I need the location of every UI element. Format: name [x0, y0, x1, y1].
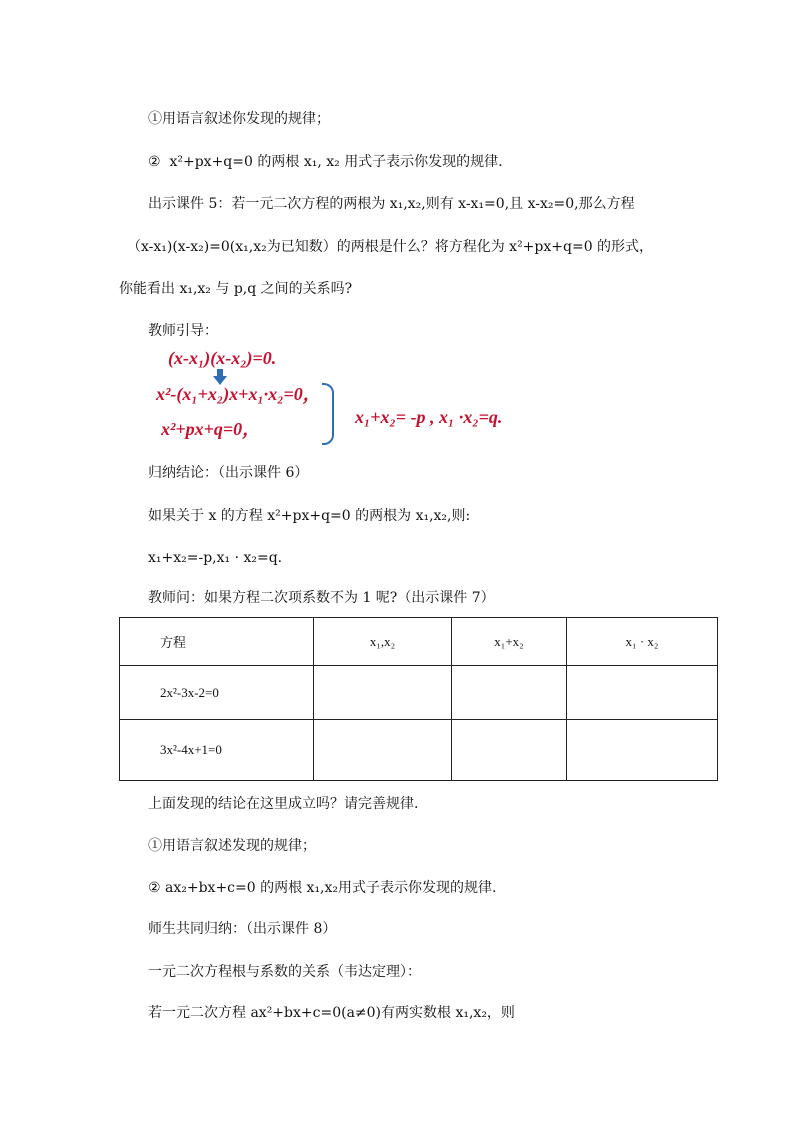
derivation-line-2: x²-(x₁+x₂)x+x₁·x₂=0，	[156, 384, 321, 404]
table-cell	[314, 666, 452, 720]
text-suffix: 用式子表示你发现的规律.	[344, 154, 503, 170]
table-header-row	[120, 618, 718, 666]
paragraph-2	[148, 153, 503, 171]
table-cell	[314, 720, 452, 781]
table-cell	[567, 720, 718, 781]
paragraph-15: 一元二次方程根与系数的关系（韦达定理）：	[148, 964, 421, 980]
table-header-cell: 方程	[120, 618, 314, 666]
paragraph-9: x₁+x₂=-p,x₁ · x₂=q.	[148, 550, 283, 566]
paragraph-12: ①用语言叙述发现的规律；	[148, 838, 316, 854]
table-cell	[567, 666, 718, 720]
paragraph-10: 教师问：如果方程二次项系数不为 1 呢?（出示课件 7）	[148, 590, 495, 606]
table-cell	[452, 666, 567, 720]
table-header-cell: x₁,x₂	[314, 618, 452, 666]
paragraph-3: 出示课件 5：若一元二次方程的两根为 x₁,x₂,则有 x-x₁=0,且 x-x₂=0,那么方程	[148, 196, 635, 212]
right-brace	[322, 383, 334, 445]
derivation-result: x₁+x₂= -p , x₁ ·x₂=q.	[355, 407, 503, 427]
derivation-line-3: x²+px+q=0，	[161, 419, 261, 439]
paragraph-7: 归纳结论：（出示课件 6）	[148, 465, 309, 481]
paragraph-4: （x-x₁)(x-x₂)=0(x₁,x₂为已知数）的两根是什么？将方程化为 x²+px+q=0 的形式，	[127, 239, 654, 255]
table-row	[120, 666, 718, 720]
table-header-cell: x₁+x₂	[452, 618, 567, 666]
paragraph-1: ①用语言叙述你发现的规律；	[148, 111, 330, 127]
table-row	[120, 720, 718, 781]
circled-two: ②	[148, 154, 161, 170]
table-cell-equation: 3x²-4x+1=0	[120, 720, 314, 781]
derivation-line-1: (x-x₁)(x-x₂)=0.	[168, 348, 277, 368]
paragraph-5: 你能看出 x₁,x₂ 与 p,q 之间的关系吗?	[119, 281, 353, 297]
text-roots-label: 的两根	[257, 154, 300, 170]
paragraph-6: 教师引导：	[148, 323, 218, 339]
paragraph-14: 师生共同归纳：（出示课件 8）	[148, 921, 337, 937]
paragraph-8: 如果关于 x 的方程 x²+px+q=0 的两根为 x₁,x₂,则:	[148, 508, 471, 524]
table-cell	[452, 720, 567, 781]
paragraph-11: 上面发现的结论在这里成立吗？请完善规律.	[148, 796, 419, 812]
table-cell-equation: 2x²-3x-2=0	[120, 666, 314, 720]
table-header-cell: x₁ · x₂	[567, 618, 718, 666]
equation-inline: x²+px+q=0	[169, 154, 253, 170]
roots-table	[119, 617, 718, 781]
paragraph-16: 若一元二次方程 ax²+bx+c=0(a≠0)有两实数根 x₁,x₂，则	[148, 1005, 515, 1021]
paragraph-13: ② ax₂+bx+c=0 的两根 x₁,x₂用式子表示你发现的规律.	[148, 880, 497, 896]
roots-inline: x₁, x₂	[303, 154, 340, 170]
